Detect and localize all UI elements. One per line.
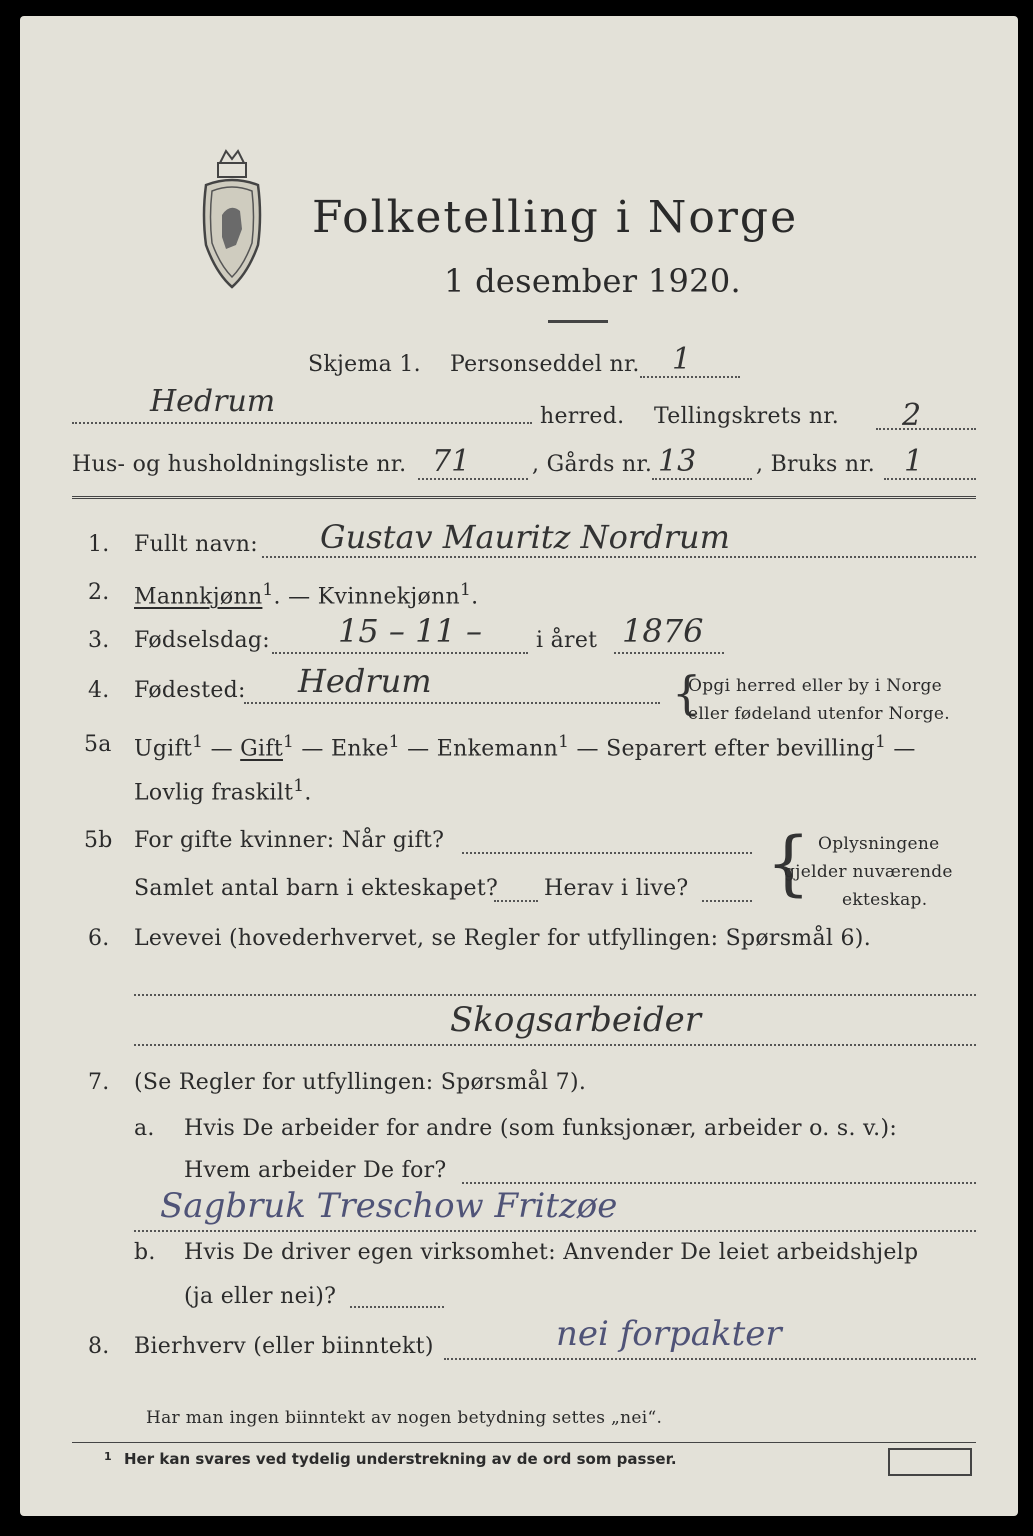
tellingskrets-label: Tellingskrets nr.	[654, 404, 839, 429]
bruks-label: , Bruks nr.	[756, 452, 876, 477]
q4-note-2: eller fødeland utenfor Norge.	[688, 704, 950, 724]
personseddel-value: 1	[672, 342, 692, 377]
q5b-note-3: ekteskap.	[842, 890, 928, 910]
q7b-label-2: (ja eller nei)?	[184, 1284, 337, 1309]
tellingskrets-value: 2	[902, 398, 922, 433]
title-divider	[548, 320, 608, 323]
q5b-line-2	[494, 900, 538, 902]
q7b-label: Hvis De driver egen virksomhet: Anvender De leiet arbeidshjelp	[184, 1240, 919, 1265]
gards-value: 13	[658, 444, 697, 479]
footer-note: Har man ingen biinntekt av nogen betydning settes „nei“.	[146, 1408, 663, 1428]
q4-brace: {	[672, 666, 702, 720]
q7b-number: b.	[134, 1240, 156, 1265]
q6-line-2	[134, 1044, 976, 1046]
tellingskrets-line	[876, 428, 976, 430]
page-title: Folketelling i Norge	[312, 192, 799, 243]
q7a-label: Hvis De arbeider for andre (som funksjonær, arbeider o. s. v.):	[184, 1116, 898, 1141]
q4-label: Fødested:	[134, 678, 246, 703]
coat-of-arms-icon	[192, 145, 272, 295]
q5b-number: 5b	[84, 828, 113, 853]
q3-birth-day: 15 – 11 –	[338, 612, 482, 650]
q3-birth-year: 1876	[622, 612, 704, 650]
q7-label: (Se Regler for utfyllingen: Spørsmål 7).	[134, 1070, 587, 1095]
q5b-note-1: Oplysningene	[818, 834, 940, 854]
schema-label: Skjema 1.	[308, 352, 421, 377]
q2-number: 2.	[88, 580, 110, 605]
q6-number: 6.	[88, 926, 110, 951]
q7a-line-2	[134, 1230, 976, 1232]
q8-number: 8.	[88, 1334, 110, 1359]
herred-line	[72, 422, 532, 424]
q5b-line-1	[462, 852, 752, 854]
bruks-value: 1	[904, 444, 924, 479]
q5b-label-3: Herav i live?	[544, 876, 689, 901]
q7a-employer: Sagbruk Treschow Fritzøe	[160, 1186, 618, 1226]
hus-label: Hus- og husholdningsliste nr.	[72, 452, 407, 477]
q2-female: Kvinnekjønn	[317, 584, 461, 610]
q2-sex-options: Mannkjønn$^1$. — Kvinnekjønn$^1$.	[134, 580, 479, 610]
header-divider	[72, 496, 976, 499]
q5a-number: 5a	[84, 732, 112, 757]
q4-number: 4.	[88, 678, 110, 703]
q1-line	[262, 556, 976, 558]
q7a-number: a.	[134, 1116, 155, 1141]
personseddel-label: Personseddel nr.	[450, 352, 640, 377]
q8-secondary-income: nei forpakter	[556, 1314, 782, 1354]
herred-label: herred.	[540, 404, 625, 429]
q3-label: Fødselsdag:	[134, 628, 271, 653]
herred-value: Hedrum	[150, 384, 276, 419]
q5b-line-3	[702, 900, 752, 902]
bruks-line	[884, 478, 976, 480]
q3-number: 3.	[88, 628, 110, 653]
q5b-label-1: For gifte kvinner: Når gift?	[134, 828, 445, 853]
footer-divider	[72, 1442, 976, 1443]
q6-occupation: Skogsarbeider	[450, 1000, 701, 1040]
footnote-number: 1	[104, 1450, 112, 1463]
q7b-line	[350, 1306, 444, 1308]
q5b-brace: {	[766, 822, 811, 904]
q6-label: Levevei (hovederhvervet, se Regler for utfyllingen: Spørsmål 6).	[134, 926, 871, 951]
q3-year-label: i året	[536, 628, 598, 653]
q1-full-name: Gustav Mauritz Nordrum	[320, 518, 730, 556]
q2-male: Mannkjønn	[134, 584, 263, 610]
q5b-note-2: gjelder nuværende	[784, 862, 953, 882]
q3-day-line	[272, 652, 528, 654]
q6-line-1	[134, 994, 976, 996]
q5a-options: Ugift$^1$ — Gift$^1$ — Enke$^1$ — Enkemann$^1$ — Separert efter bevilling$^1$ —	[134, 732, 916, 762]
q5a-gift: Gift	[240, 736, 283, 762]
q7-number: 7.	[88, 1070, 110, 1095]
q1-label: Fullt navn:	[134, 532, 258, 557]
q4-line	[244, 702, 660, 704]
q8-label: Bierhverv (eller biinntekt)	[134, 1334, 434, 1359]
census-date: 1 desember 1920.	[444, 262, 741, 300]
q4-note-1: Opgi herred eller by i Norge	[688, 676, 942, 696]
footnote-text: Her kan svares ved tydelig understrekning av de ord som passer.	[124, 1450, 677, 1468]
q5a-options-2: Lovlig fraskilt$^1$.	[134, 776, 312, 806]
q8-line	[444, 1358, 976, 1360]
hus-value: 71	[432, 444, 471, 479]
q7a-label-2: Hvem arbeider De for?	[184, 1158, 447, 1183]
q1-number: 1.	[88, 532, 110, 557]
q7a-line-1	[462, 1182, 976, 1184]
gards-label: , Gårds nr.	[532, 452, 653, 477]
q3-year-line	[614, 652, 724, 654]
q5b-label-2: Samlet antal barn i ekteskapet?	[134, 876, 499, 901]
q4-birthplace: Hedrum	[298, 662, 432, 700]
printer-stamp-icon	[888, 1448, 972, 1476]
